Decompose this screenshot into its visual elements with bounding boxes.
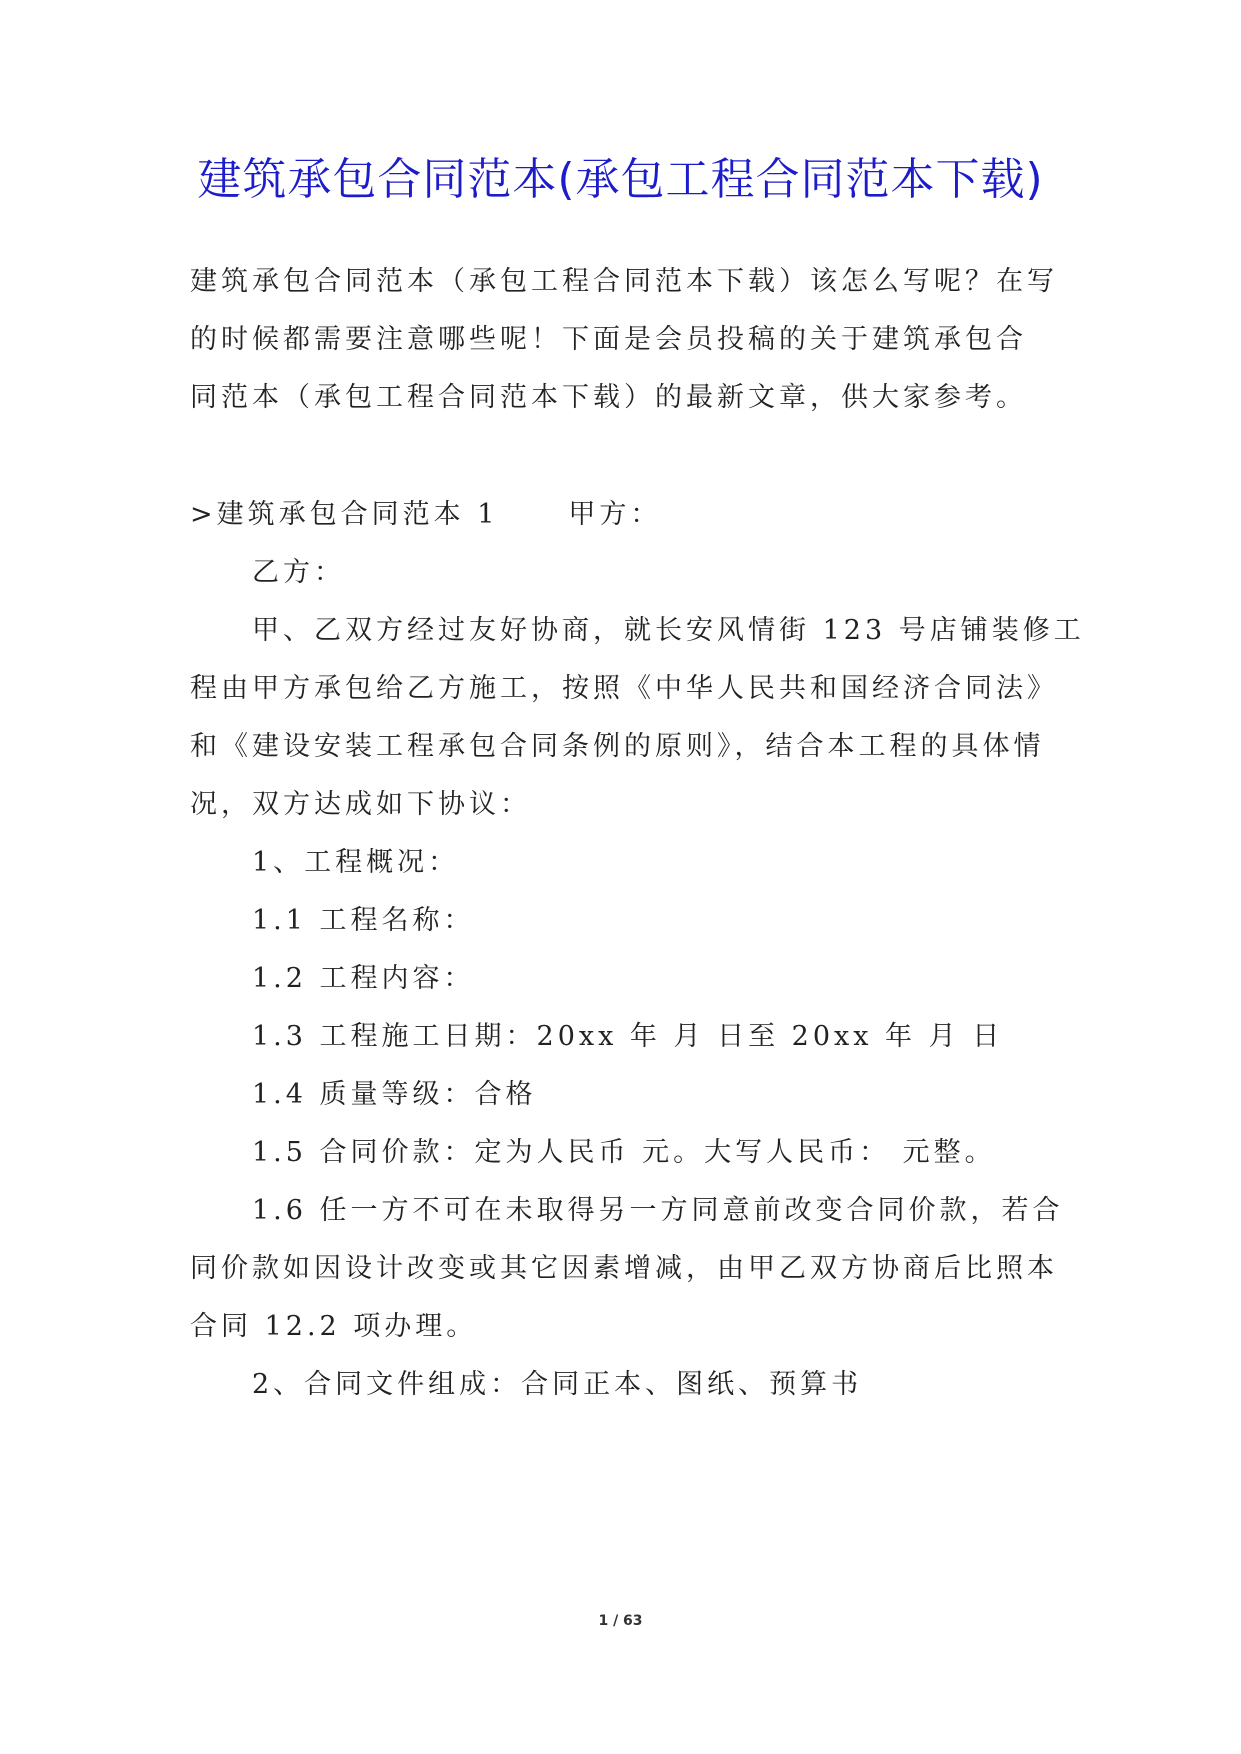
section-heading: >建筑承包合同范本 1 <box>190 499 499 530</box>
page-number: 1 / 63 <box>598 1613 643 1629</box>
item-1-2: 1.2 工程内容： <box>252 963 475 994</box>
item-1-1: 1.1 工程名称： <box>252 905 475 936</box>
party-a-label: 甲方： <box>568 499 662 530</box>
item-2: 2、合同文件组成：合同正本、图纸、预算书 <box>252 1369 863 1400</box>
para1-line-3: 和《建设安装工程承包合同条例的原则》，结合本工程的具体情 <box>190 731 1045 762</box>
document-title: 建筑承包合同范本(承包工程合同范本下载) <box>197 154 1044 205</box>
para1-line-2: 程由甲方承包给乙方施工，按照《中华人民共和国经济合同法》 <box>190 673 1058 704</box>
para1-line-4: 况，双方达成如下协议： <box>190 789 531 820</box>
item-1-6-line-3: 合同 12.2 项办理。 <box>190 1311 478 1342</box>
para1-line-1: 甲、乙双方经过友好协商，就长安风情街 123 号店铺装修工 <box>252 615 1085 646</box>
intro-line-1: 建筑承包合同范本（承包工程合同范本下载）该怎么写呢？在写 <box>190 266 1058 297</box>
item-1-4: 1.4 质量等级：合格 <box>252 1079 537 1110</box>
item-1-3: 1.3 工程施工日期：20xx 年 月 日至 20xx 年 月 日 <box>252 1021 1004 1052</box>
section-heading-line <box>190 495 661 535</box>
item-1-5: 1.5 合同价款：定为人民币 元。大写人民币： 元整。 <box>252 1137 996 1168</box>
item-1-6-line-1: 1.6 任一方不可在未取得另一方同意前改变合同价款，若合 <box>252 1195 1064 1226</box>
item-1-6-line-2: 同价款如因设计改变或其它因素增减，由甲乙双方协商后比照本 <box>190 1253 1058 1284</box>
intro-line-2: 的时候都需要注意哪些呢！下面是会员投稿的关于建筑承包合 <box>190 324 1027 355</box>
party-b-label: 乙方： <box>252 557 345 588</box>
intro-line-3: 同范本（承包工程合同范本下载）的最新文章，供大家参考。 <box>190 382 1027 413</box>
item-1: 1、工程概况： <box>252 847 460 878</box>
